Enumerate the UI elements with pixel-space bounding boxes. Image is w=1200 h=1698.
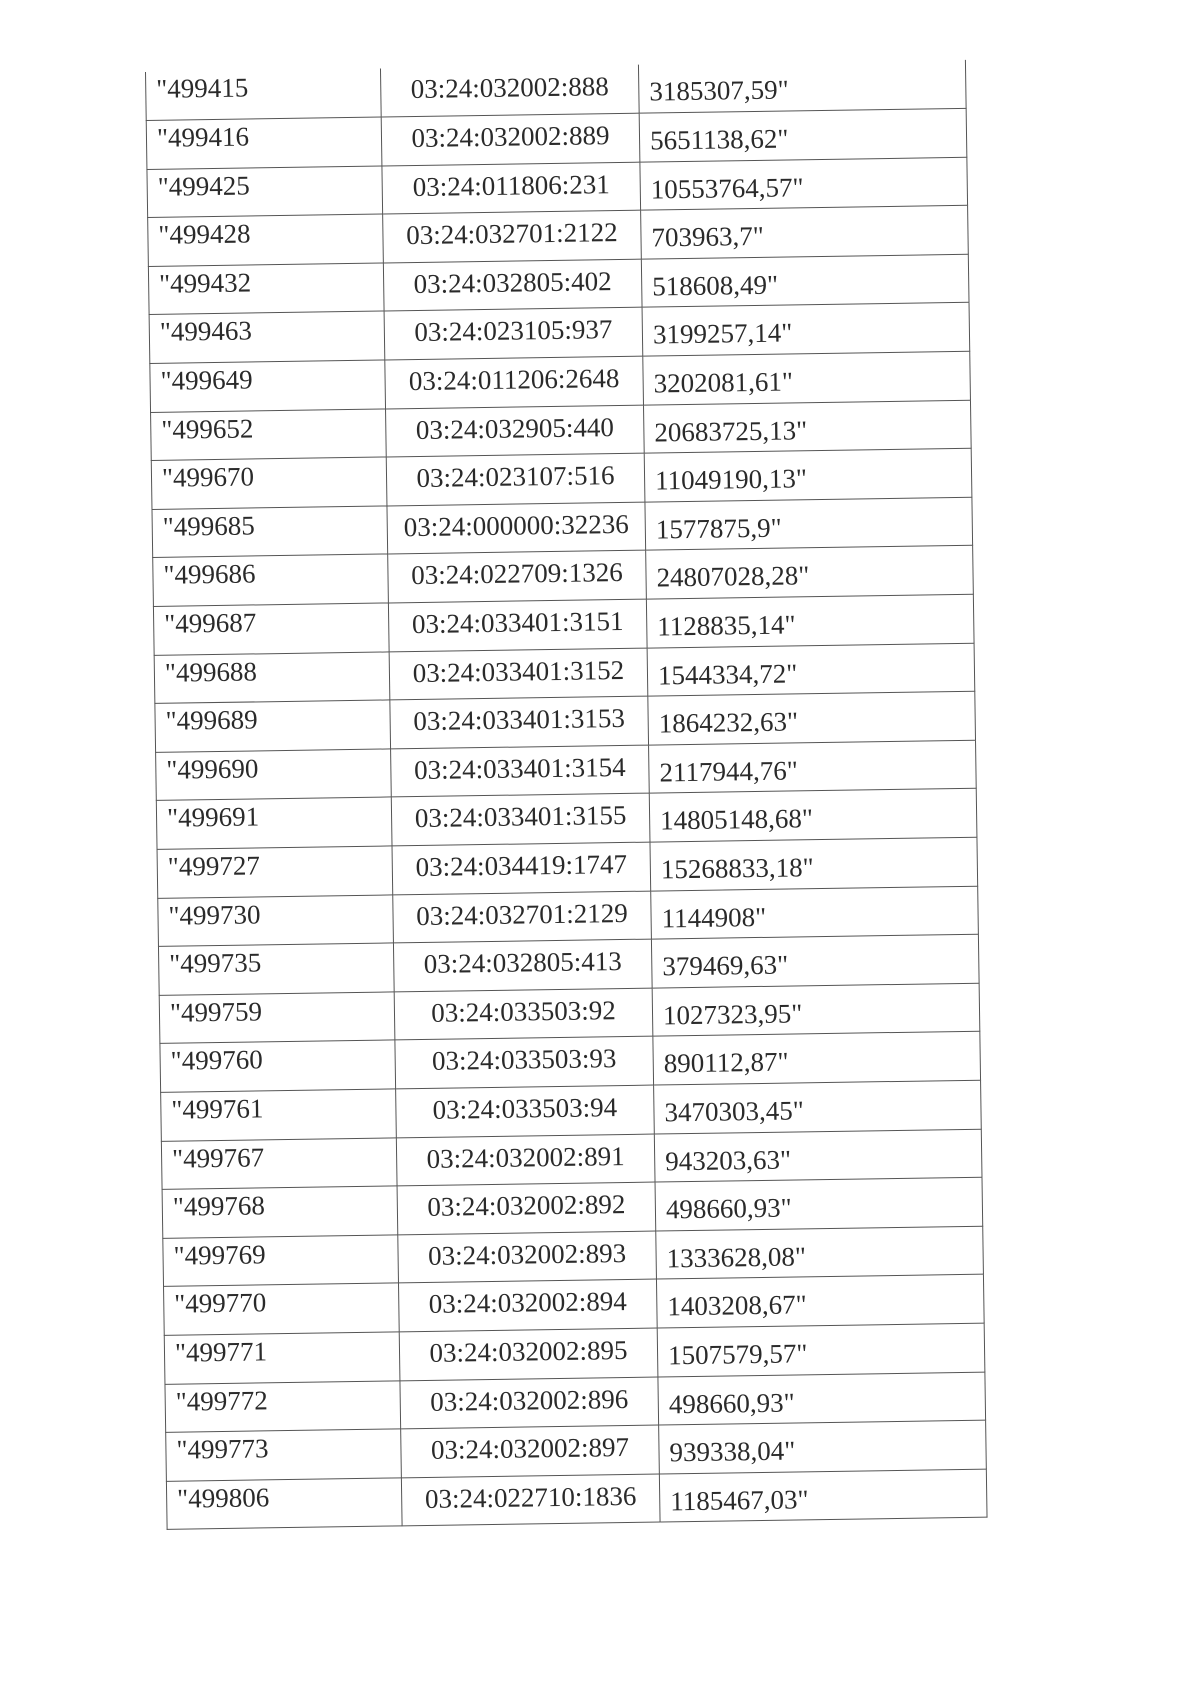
cadastral-number: 03:24:011806:231: [382, 162, 641, 214]
cadastral-number: 03:24:032002:896: [400, 1377, 659, 1429]
table-body: [145, 60, 987, 1530]
cadastral-value: 3199257,14": [642, 303, 970, 356]
cadastral-value: 2117944,76": [649, 740, 977, 793]
row-code: "499425: [147, 166, 383, 218]
cadastral-number: 03:24:033401:3152: [389, 648, 648, 700]
cadastral-value: 3470303,45": [654, 1080, 982, 1133]
cadastral-value: 14805148,68": [649, 789, 977, 842]
row-code: "499772: [165, 1380, 401, 1432]
row-code: "499652: [151, 409, 387, 461]
row-code: "499730: [158, 895, 394, 947]
row-code: "499649: [150, 360, 386, 412]
cadastral-value: 3185307,59": [638, 60, 966, 113]
row-code: "499689: [155, 700, 391, 752]
cadastral-value-table: [145, 60, 988, 1530]
row-code: "499463: [149, 311, 385, 363]
cadastral-number: 03:24:034419:1747: [392, 842, 651, 894]
row-code: "499687: [153, 603, 389, 655]
cadastral-value: 518608,49": [641, 254, 969, 307]
cadastral-value: 15268833,18": [650, 837, 978, 890]
cadastral-value: 939338,04": [659, 1420, 987, 1473]
cadastral-number: 03:24:032002:894: [398, 1279, 657, 1331]
cadastral-number: 03:24:023107:516: [386, 453, 645, 505]
cadastral-value: 1027323,95": [652, 983, 980, 1036]
cadastral-value: 20683725,13": [643, 400, 971, 453]
cadastral-number: 03:24:000000:32236: [387, 502, 646, 554]
cadastral-number: 03:24:033401:3154: [391, 745, 650, 797]
cadastral-number: 03:24:032002:897: [401, 1425, 660, 1477]
row-code: "499432: [148, 263, 384, 315]
row-code: "499690: [156, 749, 392, 801]
cadastral-number: 03:24:033401:3153: [390, 696, 649, 748]
cadastral-number: 03:24:032905:440: [386, 405, 645, 457]
row-code: "499691: [156, 797, 392, 849]
row-code: "499773: [166, 1429, 402, 1481]
cadastral-value: 3202081,61": [643, 351, 971, 404]
cadastral-value: 11049190,13": [644, 449, 972, 502]
row-code: "499759: [159, 992, 395, 1044]
cadastral-value: 1864232,63": [648, 691, 976, 744]
row-code: "499771: [164, 1332, 400, 1384]
cadastral-value: 890112,87": [653, 1032, 981, 1085]
row-code: "499685: [152, 506, 388, 558]
cadastral-value: 498660,93": [655, 1177, 983, 1230]
row-code: "499806: [166, 1478, 402, 1530]
cadastral-value: 703963,7": [641, 206, 969, 259]
cadastral-value: 1544334,72": [647, 643, 975, 696]
cadastral-value: 1128835,14": [646, 594, 974, 647]
cadastral-value: 1507579,57": [657, 1323, 985, 1376]
cadastral-value: 24807028,28": [646, 546, 974, 599]
row-code: "499686: [153, 554, 389, 606]
row-code: "499428: [148, 214, 384, 266]
cadastral-number: 03:24:033503:93: [395, 1036, 654, 1088]
cadastral-number: 03:24:032805:413: [393, 939, 652, 991]
row-code: "499688: [154, 652, 390, 704]
cadastral-number: 03:24:011206:2648: [385, 356, 644, 408]
cadastral-number: 03:24:032002:893: [398, 1231, 657, 1283]
cadastral-number: 03:24:032002:892: [397, 1182, 656, 1234]
cadastral-value: 5651138,62": [639, 108, 967, 161]
cadastral-value: 1403208,67": [656, 1275, 984, 1328]
cadastral-value: 943203,63": [654, 1129, 982, 1182]
row-code: "499761: [161, 1089, 397, 1141]
cadastral-number: 03:24:033503:92: [394, 988, 653, 1040]
row-code: "499760: [160, 1040, 396, 1092]
row-code: "499670: [151, 457, 387, 509]
cadastral-value: 1144908": [651, 886, 979, 939]
cadastral-number: 03:24:033503:94: [396, 1085, 655, 1137]
cadastral-number: 03:24:033401:3155: [391, 794, 650, 846]
cadastral-number: 03:24:022710:1836: [401, 1474, 660, 1526]
cadastral-number: 03:24:022709:1326: [388, 551, 647, 603]
cadastral-value: 1185467,03": [659, 1469, 987, 1522]
cadastral-number: 03:24:032002:895: [399, 1328, 658, 1380]
cadastral-number: 03:24:032701:2129: [393, 891, 652, 943]
row-code: "499735: [158, 943, 394, 995]
cadastral-number: 03:24:033401:3151: [388, 599, 647, 651]
cadastral-number: 03:24:032002:888: [380, 65, 639, 117]
cadastral-number: 03:24:032701:2122: [383, 210, 642, 262]
row-code: "499727: [157, 846, 393, 898]
row-code: "499767: [161, 1137, 397, 1189]
cadastral-value: 379469,63": [651, 934, 979, 987]
cadastral-value: 1577875,9": [645, 497, 973, 550]
row-code: "499769: [163, 1235, 399, 1287]
row-code: "499770: [164, 1283, 400, 1335]
cadastral-number: 03:24:032805:402: [383, 259, 642, 311]
row-code: "499416: [146, 117, 382, 169]
row-code: "499768: [162, 1186, 398, 1238]
cadastral-number: 03:24:032002:891: [396, 1134, 655, 1186]
cadastral-value: 1333628,08": [656, 1226, 984, 1279]
cadastral-value: 10553764,57": [640, 157, 968, 210]
row-code: "499415: [145, 69, 381, 121]
cadastral-value: 498660,93": [658, 1372, 986, 1425]
cadastral-number: 03:24:032002:889: [381, 113, 640, 165]
cadastral-number: 03:24:023105:937: [384, 308, 643, 360]
